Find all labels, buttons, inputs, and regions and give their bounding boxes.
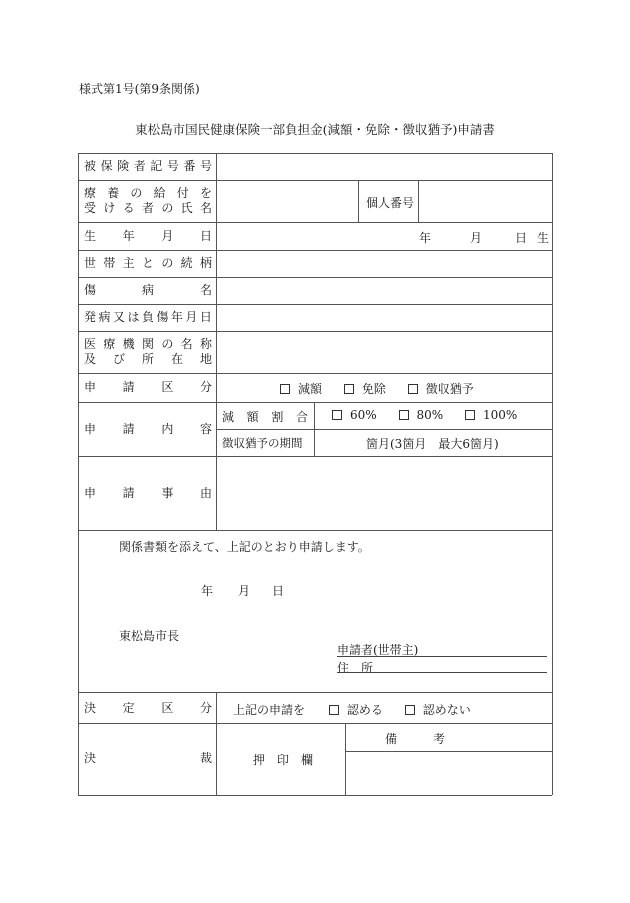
label-char: 日	[199, 229, 212, 243]
form-number: 様式第1号(第9条関係)	[79, 82, 200, 96]
label-char: 由	[199, 486, 212, 500]
row-divider	[78, 723, 552, 724]
label-char: 決	[84, 751, 97, 765]
label-char: と	[141, 256, 154, 270]
option-label: 100%	[483, 408, 518, 422]
label-char: 名	[180, 337, 193, 351]
reduction-rate-options	[332, 408, 517, 422]
declaration-month: 月	[238, 584, 251, 598]
table-border-bottom	[78, 795, 552, 796]
onset-date-field[interactable]	[217, 305, 552, 331]
application-type-label	[84, 380, 212, 395]
label-char: 請	[122, 422, 135, 436]
label-char: 生	[84, 229, 97, 243]
label-char: 者	[141, 201, 154, 215]
label-char: 区	[161, 701, 174, 715]
decision-prefix: 上記の申請を	[233, 703, 306, 717]
insured-number-field[interactable]	[217, 154, 552, 180]
label-char: 号	[166, 159, 179, 173]
table-border-right	[552, 153, 553, 795]
declaration-statement: 関係書類を添えて、上記のとおり申請します。	[119, 540, 370, 554]
insured-number-label	[84, 159, 212, 174]
recipient-name-field[interactable]	[217, 181, 358, 222]
label-char: 世	[84, 256, 97, 270]
label-char: 保	[100, 159, 113, 173]
label-char: 負	[141, 310, 154, 324]
individual-number-label: 個人番号	[366, 196, 415, 210]
address-underline[interactable]	[337, 672, 547, 673]
label-char: 事	[161, 486, 174, 500]
recipient-name-label	[84, 186, 212, 216]
label-char: 年	[170, 310, 183, 324]
reduction-rate-label	[222, 408, 308, 425]
label-char: 病	[98, 310, 111, 324]
label-char: の	[161, 201, 174, 215]
option-exemption[interactable]	[344, 382, 386, 396]
label-char: 名	[199, 283, 212, 297]
birthdate-label	[84, 229, 212, 244]
decision-options	[233, 701, 471, 718]
birth-year-unit: 年	[419, 231, 432, 245]
label-char: 月	[161, 229, 174, 243]
label-char: 帯	[103, 256, 116, 270]
label-char: 名	[199, 201, 212, 215]
label-char: び	[112, 352, 125, 366]
declaration-year: 年	[201, 584, 214, 598]
birth-suffix: 生	[537, 231, 550, 245]
label-char: 又	[112, 310, 125, 324]
label-char: 裁	[199, 751, 212, 765]
label-char: 氏	[180, 201, 193, 215]
label-char: 地	[199, 352, 212, 366]
label-char: 請	[122, 380, 135, 394]
seal-label: 押 印 欄	[253, 753, 314, 767]
label-char: 関	[141, 337, 154, 351]
illness-label	[84, 283, 212, 298]
label-char: 年	[122, 229, 135, 243]
label-char: の	[130, 186, 143, 200]
address-label: 住 所	[337, 661, 374, 675]
label-char: 申	[84, 486, 97, 500]
institution-label	[84, 337, 212, 367]
label-char: 傷	[156, 310, 169, 324]
label-char: 減	[222, 410, 235, 424]
applicant-label: 申請者(世帯主)	[337, 643, 419, 657]
birth-month-unit: 月	[470, 231, 483, 245]
illness-field[interactable]	[217, 278, 552, 304]
label-char: 割	[271, 410, 284, 424]
addressee: 東松島市長	[119, 629, 180, 643]
label-char: 養	[107, 186, 120, 200]
relationship-field[interactable]	[217, 251, 552, 277]
label-char: 記	[150, 159, 163, 173]
label-char: 付	[176, 186, 189, 200]
option-reduction[interactable]	[280, 382, 322, 396]
label-char: 療	[103, 337, 116, 351]
onset-date-label	[84, 310, 212, 325]
row-divider	[216, 429, 552, 430]
label-char: の	[161, 256, 174, 270]
option-80[interactable]	[399, 408, 444, 422]
label-char: 在	[170, 352, 183, 366]
label-char: 被	[84, 159, 97, 173]
checkbox-icon[interactable]	[344, 384, 354, 394]
option-label: 減額	[298, 382, 323, 396]
option-label: 認めない	[422, 703, 471, 717]
label-char: 決	[84, 701, 97, 715]
label-char: の	[161, 337, 174, 351]
label-char: 給	[153, 186, 166, 200]
deferral-period-label: 徴収猶予の期間	[222, 436, 303, 450]
row-divider	[78, 530, 552, 531]
option-reject[interactable]	[405, 703, 471, 717]
label-char: 医	[84, 337, 97, 351]
label-char: は	[127, 310, 140, 324]
option-deferral[interactable]	[408, 382, 474, 396]
checkbox-icon[interactable]	[465, 410, 475, 420]
reason-label	[84, 486, 212, 501]
application-content-label	[84, 422, 212, 437]
option-60[interactable]	[332, 408, 377, 422]
checkbox-icon[interactable]	[405, 705, 415, 715]
row-divider	[78, 402, 552, 403]
label-char: 番	[183, 159, 196, 173]
column-divider	[314, 402, 315, 456]
label-char: け	[103, 201, 116, 215]
label-char: 請	[122, 486, 135, 500]
individual-number-field[interactable]	[419, 181, 552, 222]
label-char: 申	[84, 380, 97, 394]
label-char: 傷	[84, 283, 97, 297]
applicant-underline[interactable]	[337, 656, 547, 657]
label-char: 号	[199, 159, 212, 173]
label-char: 申	[84, 422, 97, 436]
label-column-divider	[216, 692, 217, 795]
remarks-label: 備 考	[385, 732, 446, 746]
label-char: 定	[122, 701, 135, 715]
label-char: 機	[122, 337, 135, 351]
label-char: 療	[84, 186, 97, 200]
label-char: 柄	[199, 256, 212, 270]
label-char: る	[122, 201, 135, 215]
label-char: 病	[141, 283, 154, 297]
option-label: 免除	[361, 382, 386, 396]
label-char: 所	[141, 352, 154, 366]
checkbox-icon[interactable]	[408, 384, 418, 394]
label-char: 容	[199, 422, 212, 436]
label-char: 内	[161, 422, 174, 436]
label-char: 者	[133, 159, 146, 173]
birth-day-unit: 日	[515, 231, 528, 245]
label-char: を	[199, 186, 212, 200]
declaration-day: 日	[272, 584, 285, 598]
label-char: 分	[199, 701, 212, 715]
option-approve[interactable]	[329, 703, 383, 717]
application-type-options	[280, 380, 474, 397]
remarks-field[interactable]	[346, 752, 552, 795]
label-char: 及	[84, 352, 97, 366]
label-char: 険	[117, 159, 130, 173]
option-label: 認める	[346, 703, 383, 717]
label-char: 主	[122, 256, 135, 270]
option-label: 60%	[350, 408, 377, 422]
reason-field[interactable]	[217, 457, 552, 530]
label-char: 称	[199, 337, 212, 351]
label-char: 額	[246, 410, 259, 424]
label-char: 合	[295, 410, 308, 424]
column-divider	[358, 180, 359, 222]
label-char: 日	[199, 310, 212, 324]
checkbox-icon[interactable]	[332, 410, 342, 420]
institution-field[interactable]	[217, 332, 552, 373]
row-divider	[78, 692, 552, 693]
decision-label	[84, 701, 212, 716]
checkbox-icon[interactable]	[280, 384, 290, 394]
label-char: 分	[199, 380, 212, 394]
label-char: 受	[84, 201, 97, 215]
label-char: 続	[180, 256, 193, 270]
label-char: 区	[161, 380, 174, 394]
option-label: 80%	[416, 408, 444, 422]
option-label: 徴収猶予	[425, 382, 474, 396]
checkbox-icon[interactable]	[399, 410, 409, 420]
approval-label	[84, 751, 212, 766]
option-100[interactable]	[465, 408, 517, 422]
relationship-label	[84, 256, 212, 271]
label-char: 発	[84, 310, 97, 324]
checkbox-icon[interactable]	[329, 705, 339, 715]
form-title: 東松島市国民健康保険一部負担金(減額・免除・徴収猶予)申請書	[135, 122, 495, 137]
birthdate-field[interactable]	[217, 223, 552, 250]
label-char: 月	[185, 310, 198, 324]
row-divider	[78, 373, 552, 374]
deferral-period-text[interactable]: 箇月(3箇月 最大6箇月)	[366, 437, 499, 451]
